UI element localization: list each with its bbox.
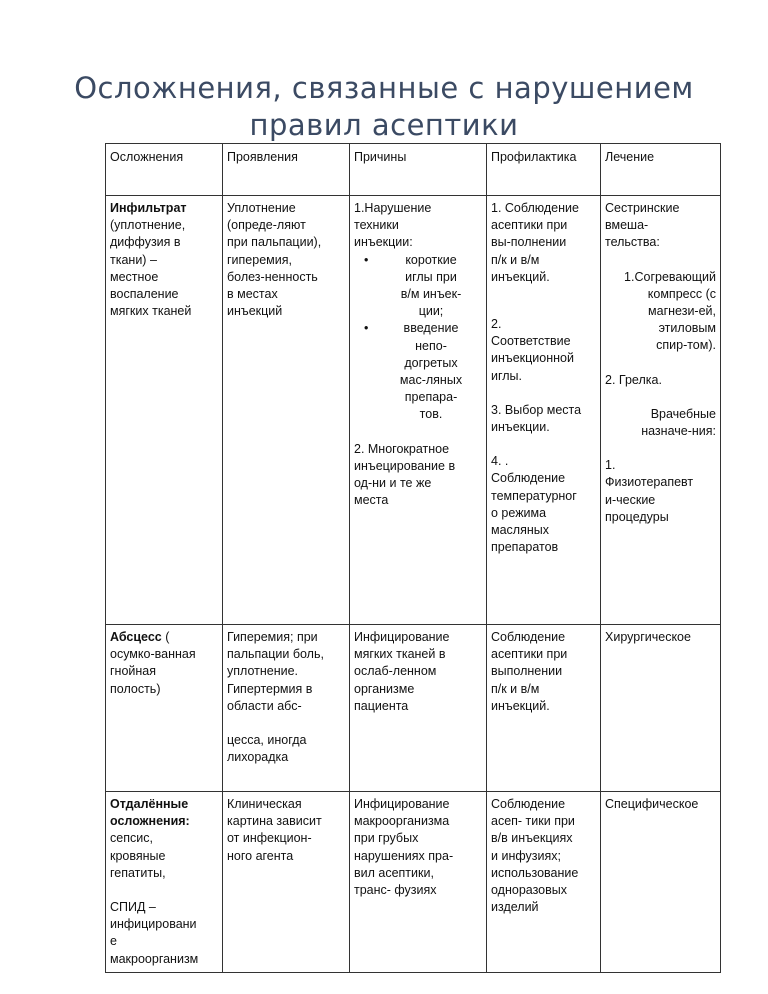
treatment-item: Сестринские вмеша- тельства:: [605, 201, 680, 250]
complication-description: сепсис, кровяные гепатиты,: [110, 831, 166, 880]
cell-treatment: [601, 196, 721, 625]
cell-causes: Инфицирование мягких тканей в ослаб-ленном организме пациента: [350, 625, 487, 792]
complication-description: ( осумко-ванная гнойная полость): [110, 630, 196, 696]
cell-causes: Инфицирование макроорганизма при грубых нарушениях пра- вил асептики, транс- фузиях: [350, 792, 487, 973]
treatment-item: 1. Физиотерапевт и-ческие процедуры: [605, 458, 694, 524]
header-prevention: Профилактика: [487, 144, 601, 196]
complication-title: Абсцесс: [110, 630, 162, 644]
prevention-item: 1. Соблюдение асептики при вы-полнении п/к и в/м инъекций.: [491, 201, 579, 284]
page-title-line-2: правил асептики: [249, 108, 519, 142]
treatment-item: 1.Согревающий компресс (с магнези-ей, этиловым спир-том).: [624, 269, 716, 353]
complication-title: Отдалённые осложнения:: [110, 797, 190, 829]
cell-prevention: Соблюдение асеп- тики при в/в инъекциях и инфузиях; использование одноразовых изделий: [487, 792, 601, 973]
cell-manifestation: Уплотнение (опреде-ляют при пальпации), гиперемия, болез-ненность в местах инъекций: [223, 196, 350, 625]
cell-treatment: Хирургическое: [601, 625, 721, 792]
list-item: • короткие иглы при в/м инъек- ции;: [384, 252, 482, 321]
complication-description: (уплотнение, диффузия в ткани) – местное воспаление мягких тканей: [110, 218, 192, 319]
table-row: [106, 196, 721, 625]
causes-intro: 1.Нарушение техники инъекции:: [354, 201, 432, 250]
list-item: • введение непо- догретых мас-ляных препара- тов.: [384, 320, 482, 423]
complication-title: Инфильтрат: [110, 201, 187, 215]
cell-causes: [350, 196, 487, 625]
treatment-item: 2. Грелка.: [605, 372, 662, 387]
complication-extra: СПИД – инфицировани е макроорганизм: [110, 900, 199, 966]
complications-table: [105, 143, 721, 973]
treatment-item: Врачебные назначе-ния:: [641, 406, 716, 439]
manifestation-extra: цесса, иногда лихорадка: [227, 733, 307, 765]
cell-prevention: [487, 196, 601, 625]
cell-prevention: Соблюдение асептики при выполнении п/к и в/м инъекций.: [487, 625, 601, 792]
prevention-item: 4. . Соблюдение температурног о режима масляных препаратов: [491, 454, 577, 555]
header-complications: Осложнения: [106, 144, 223, 196]
cell-complication: [106, 625, 223, 792]
cell-complication: [106, 792, 223, 973]
table-row: [106, 625, 721, 792]
prevention-item: 3. Выбор места инъекции.: [491, 402, 582, 435]
manifestation-text: Гиперемия; при пальпации боль, уплотнение. Гипертермия в области абс-: [227, 630, 324, 713]
header-causes: Причины: [350, 144, 487, 196]
page-title: [0, 70, 768, 144]
causes-list: [354, 252, 482, 424]
cell-manifestation: Клиническая картина зависит от инфекцион- ного агента: [223, 792, 350, 973]
prevention-item: 2. Соответствие инъекционной иглы.: [491, 317, 574, 383]
table-header-row: [106, 144, 721, 196]
header-manifestations: Проявления: [223, 144, 350, 196]
cell-complication: [106, 196, 223, 625]
header-treatment: Лечение: [601, 144, 721, 196]
cell-manifestation: [223, 625, 350, 792]
causes-extra: 2. Многократное инъецирование в од-ни и те же места: [354, 441, 456, 508]
table-row: [106, 792, 721, 973]
cell-treatment: Специфическое: [601, 792, 721, 973]
page-title-line-1: Осложнения, связанные с нарушением: [74, 71, 694, 105]
